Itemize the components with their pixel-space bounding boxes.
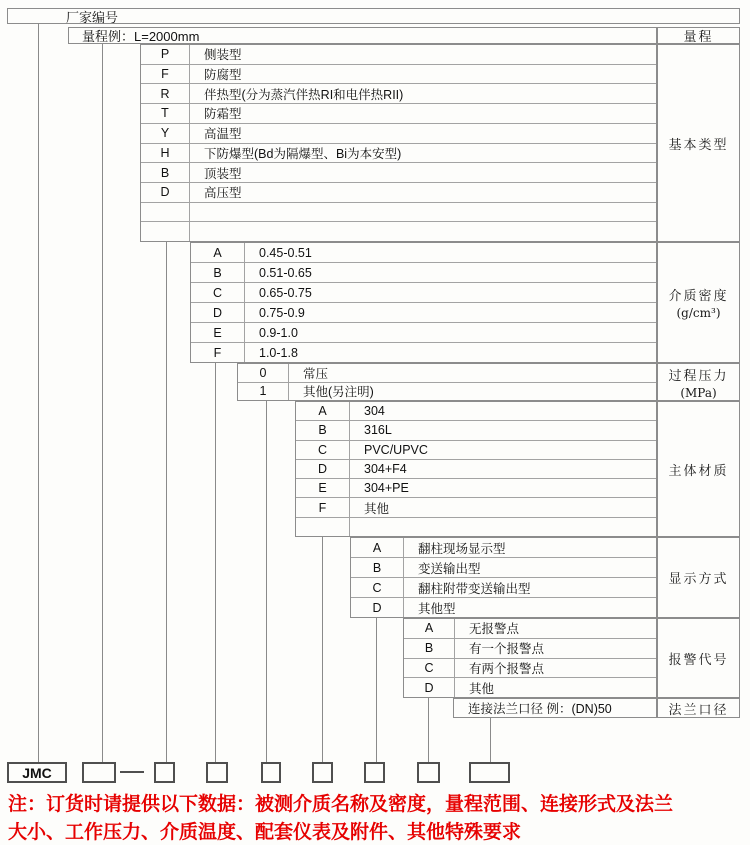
code-cell: 1	[238, 383, 289, 401]
code-cell: C	[191, 283, 245, 302]
connector-line-pressure	[266, 401, 267, 762]
table-row	[191, 283, 656, 303]
display-mode-block	[350, 537, 657, 618]
table-row	[296, 518, 656, 536]
code-cell: A	[191, 243, 245, 262]
table-row	[238, 383, 656, 401]
model-code-box-density	[206, 762, 228, 783]
code-cell: E	[191, 323, 245, 342]
connector-line-basic-type	[166, 242, 167, 762]
desc-cell: 高压型	[204, 186, 242, 201]
desc-cell: 高温型	[204, 127, 242, 142]
desc-cell	[190, 203, 656, 222]
table-row	[141, 203, 656, 223]
model-prefix-text: JMC	[22, 764, 52, 781]
table-row	[191, 303, 656, 323]
code-cell: B	[351, 558, 404, 577]
code-cell: B	[191, 263, 245, 282]
table-row	[404, 639, 656, 659]
model-code-box-range	[82, 762, 116, 783]
desc-cell: 翻柱现场显示型	[418, 541, 506, 556]
table-row	[296, 479, 656, 498]
code-cell: H	[141, 144, 190, 163]
desc-cell: 下防爆型(Bd为隔爆型、Bi为本安型)	[204, 146, 402, 161]
table-row	[141, 222, 656, 241]
code-cell: A	[404, 619, 455, 638]
desc-cell: 其他(另注明)	[303, 385, 374, 400]
model-prefix-box	[7, 762, 67, 783]
model-code-box-flange	[469, 762, 510, 783]
category-label-flange: 法兰口径	[657, 698, 740, 718]
connector-line-display	[376, 618, 377, 762]
material-block	[295, 401, 657, 537]
table-row	[351, 558, 656, 578]
desc-cell: 316L	[364, 423, 392, 438]
code-cell: E	[296, 479, 350, 497]
category-label-range: 量程	[657, 27, 740, 44]
desc-cell: PVC/UPVC	[364, 442, 428, 457]
manufacturer-number-row	[7, 8, 740, 24]
code-cell: F	[141, 65, 190, 84]
ordering-note-line1: 注：订货时请提供以下数据：被测介质名称及密度，量程范围、连接形式及法兰	[8, 794, 674, 815]
table-row	[141, 183, 656, 203]
table-row	[141, 84, 656, 104]
flange-size-text: 连接法兰口径 例：(DN)50	[468, 702, 612, 716]
code-cell: F	[296, 498, 350, 516]
connector-line-material	[322, 537, 323, 762]
table-row	[191, 343, 656, 362]
table-row	[296, 460, 656, 479]
table-row	[141, 124, 656, 144]
ordering-note	[8, 791, 748, 845]
table-row	[238, 364, 656, 383]
desc-cell: 0.75-0.9	[259, 305, 305, 320]
category-label-display: 显示方式	[657, 537, 740, 618]
code-cell: D	[191, 303, 245, 322]
desc-cell: 有一个报警点	[469, 642, 545, 657]
code-cell: B	[404, 639, 455, 658]
desc-cell: 防霜型	[204, 107, 242, 122]
desc-cell: 其他	[364, 501, 390, 516]
model-code-dash	[120, 771, 144, 773]
table-row	[296, 498, 656, 517]
code-cell: A	[351, 538, 404, 557]
desc-cell: 翻柱附带变送输出型	[418, 581, 531, 596]
code-cell: B	[296, 421, 350, 439]
table-row	[141, 65, 656, 85]
code-cell: 0	[238, 364, 289, 382]
model-code-box-display	[364, 762, 385, 783]
category-label-material: 主体材质	[657, 401, 740, 537]
desc-cell: 0.65-0.75	[259, 285, 312, 300]
desc-cell: 顶装型	[204, 166, 242, 181]
table-row	[404, 619, 656, 639]
code-cell: B	[141, 163, 190, 182]
table-row	[191, 243, 656, 263]
code-cell: C	[296, 441, 350, 459]
manufacturer-number-label: 厂家编号	[66, 9, 119, 25]
table-row	[141, 163, 656, 183]
desc-cell: 304+PE	[364, 481, 409, 496]
code-cell	[141, 222, 190, 241]
alarm-code-block	[403, 618, 657, 698]
category-label-density: 介质密度 (g/cm³)	[657, 242, 740, 363]
code-cell: A	[296, 402, 350, 420]
code-cell: D	[141, 183, 190, 202]
ordering-note-line2: 大小、工作压力、介质温度、配套仪表及附件、其他特殊要求	[8, 822, 522, 843]
code-cell: Y	[141, 124, 190, 143]
connector-line-density	[215, 363, 216, 762]
desc-cell: 无报警点	[469, 622, 520, 637]
category-label-basic-type: 基本类型	[657, 44, 740, 242]
table-row	[404, 678, 656, 697]
density-block	[190, 242, 657, 363]
desc-cell: 有两个报警点	[469, 661, 545, 676]
code-cell: T	[141, 104, 190, 123]
table-row	[141, 104, 656, 124]
code-cell: D	[351, 598, 404, 617]
table-row	[351, 598, 656, 617]
desc-cell: 变送输出型	[418, 561, 481, 576]
code-cell: R	[141, 84, 190, 103]
desc-cell: 其他型	[418, 601, 456, 616]
connector-line-flange	[490, 718, 491, 762]
table-row	[296, 421, 656, 440]
desc-cell: 0.45-0.51	[259, 245, 312, 260]
category-label-alarm: 报警代号	[657, 618, 740, 698]
category-label-pressure: 过程压力 (MPa)	[657, 363, 740, 401]
code-cell	[141, 203, 190, 222]
table-row	[141, 45, 656, 65]
connector-line-alarm	[428, 698, 429, 762]
table-row	[296, 441, 656, 460]
table-row	[296, 402, 656, 421]
desc-cell: 伴热型(分为蒸汽伴热RI和电伴热RII)	[204, 87, 404, 102]
desc-cell: 0.9-1.0	[259, 325, 298, 340]
code-cell: F	[191, 343, 245, 362]
code-cell: D	[404, 678, 455, 697]
model-code-box-pressure	[261, 762, 281, 783]
table-row	[404, 659, 656, 679]
desc-cell: 1.0-1.8	[259, 345, 298, 360]
table-row	[351, 578, 656, 598]
table-row	[141, 144, 656, 164]
desc-cell: 0.51-0.65	[259, 265, 312, 280]
connector-line-manufacturer	[38, 23, 39, 762]
flange-size-row	[453, 698, 657, 718]
desc-cell: 常压	[303, 366, 329, 381]
range-example-row	[68, 27, 657, 44]
desc-cell: 其他	[469, 681, 495, 696]
basic-type-block	[140, 44, 657, 242]
table-row	[191, 323, 656, 343]
desc-cell: 侧装型	[204, 48, 242, 63]
model-code-box-alarm	[417, 762, 440, 783]
table-row	[454, 699, 656, 717]
code-cell: C	[404, 659, 455, 678]
model-code-box-material	[312, 762, 333, 783]
code-cell: P	[141, 45, 190, 64]
model-code-box-basic-type	[154, 762, 175, 783]
desc-cell: 304+F4	[364, 461, 407, 476]
range-example-text: 量程例：L=2000mm	[82, 29, 200, 44]
desc-cell: 防腐型	[204, 68, 242, 83]
desc-cell	[350, 518, 656, 536]
code-cell: C	[351, 578, 404, 597]
code-cell	[296, 518, 350, 536]
desc-cell	[190, 222, 656, 241]
table-row	[351, 538, 656, 558]
connector-line-range	[102, 44, 103, 762]
pressure-block	[237, 363, 657, 401]
code-cell: D	[296, 460, 350, 478]
table-row	[191, 263, 656, 283]
desc-cell: 304	[364, 404, 385, 419]
